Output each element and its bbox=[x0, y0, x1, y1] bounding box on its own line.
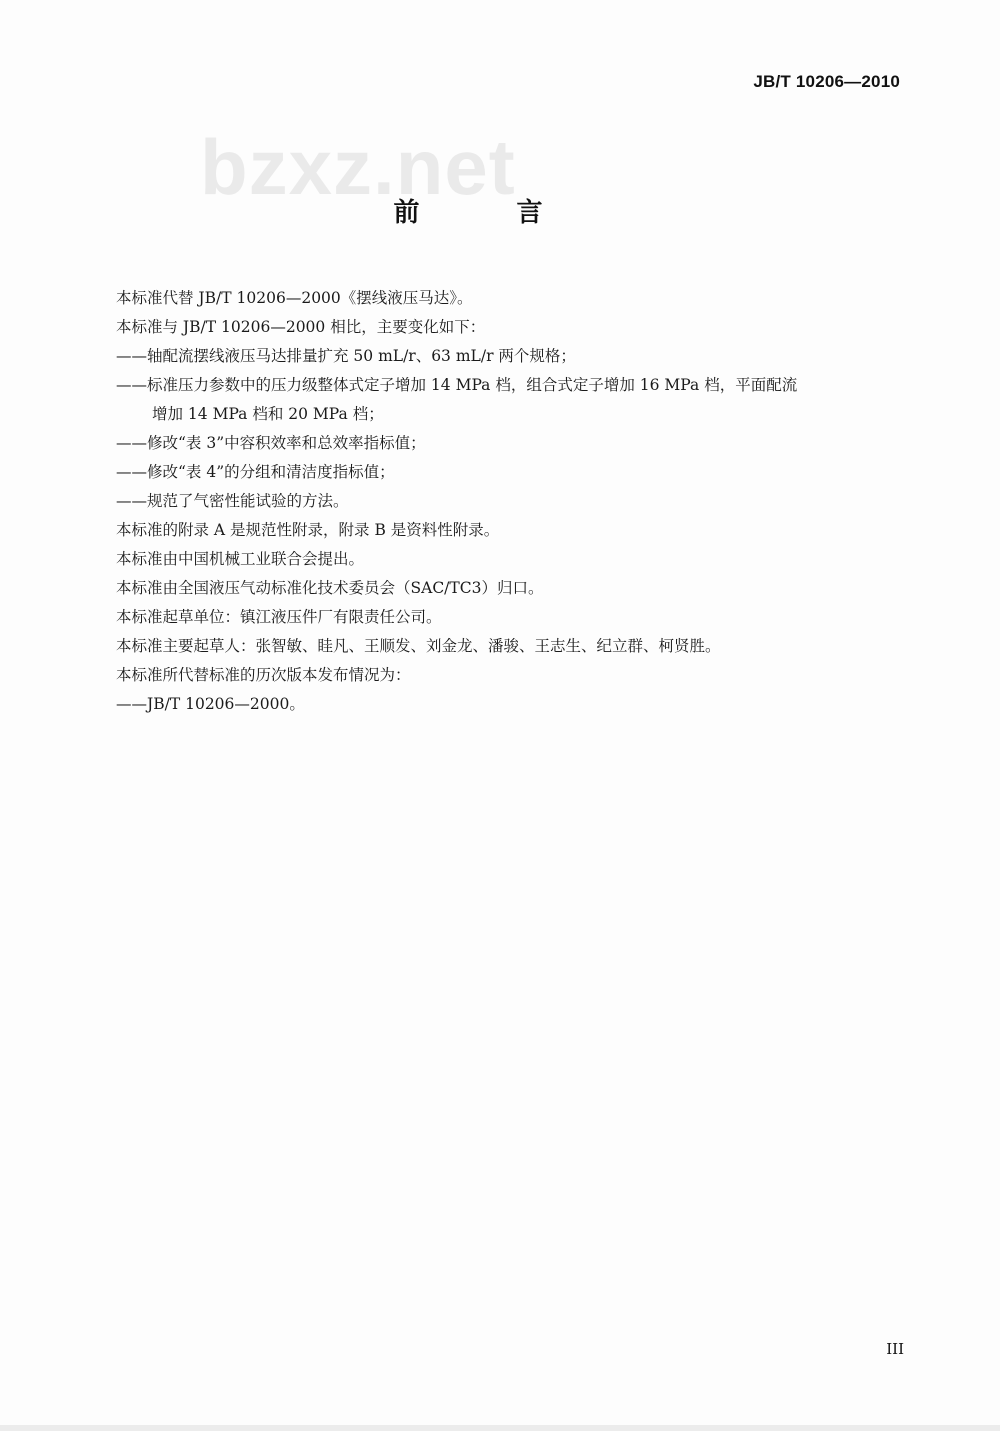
change-item-pressure: ——标准压力参数中的压力级整体式定子增加 14 MPa 档，组合式定子增加 16 MPa 档，平面配流 bbox=[116, 376, 798, 394]
page-bottom-edge bbox=[0, 1425, 1000, 1431]
standard-code: JB/T 10206—2010 bbox=[753, 72, 900, 91]
change-item-airtight-test: ——规范了气密性能试验的方法。 bbox=[116, 492, 349, 510]
page-number: III bbox=[886, 1340, 904, 1358]
paragraph-history-intro: 本标准所代替标准的历次版本发布情况为： bbox=[116, 666, 411, 684]
paragraph-annexes: 本标准的附录 A 是规范性附录，附录 B 是资料性附录。 bbox=[116, 521, 500, 539]
page-title: 前 言 bbox=[393, 198, 587, 228]
paragraph-drafters: 本标准主要起草人：张智敏、眭凡、王顺发、刘金龙、潘骏、王志生、纪立群、柯贤胜。 bbox=[116, 637, 721, 655]
paragraph-changes-intro: 本标准与 JB/T 10206—2000 相比，主要变化如下： bbox=[116, 318, 486, 336]
watermark-logo: bzxz.net bbox=[200, 123, 516, 211]
paragraph-drafting-unit: 本标准起草单位：镇江液压件厂有限责任公司。 bbox=[116, 608, 442, 626]
change-item-table4: ——修改“表 4”的分组和清洁度指标值； bbox=[116, 463, 395, 481]
change-item-displacement: ——轴配流摆线液压马达排量扩充 50 mL/r、63 mL/r 两个规格； bbox=[116, 347, 576, 365]
paragraph-proposed-by: 本标准由中国机械工业联合会提出。 bbox=[116, 550, 365, 568]
foreword-body bbox=[116, 284, 906, 719]
paragraph-replaces: 本标准代替 JB/T 10206—2000《摆线液压马达》。 bbox=[116, 289, 473, 307]
history-item: ——JB/T 10206—2000。 bbox=[116, 695, 305, 713]
change-item-pressure-continued: 增加 14 MPa 档和 20 MPa 档； bbox=[152, 405, 384, 423]
change-item-table3: ——修改“表 3”中容积效率和总效率指标值； bbox=[116, 434, 426, 452]
paragraph-under-jurisdiction: 本标准由全国液压气动标准化技术委员会（SAC/TC3）归口。 bbox=[116, 579, 544, 597]
